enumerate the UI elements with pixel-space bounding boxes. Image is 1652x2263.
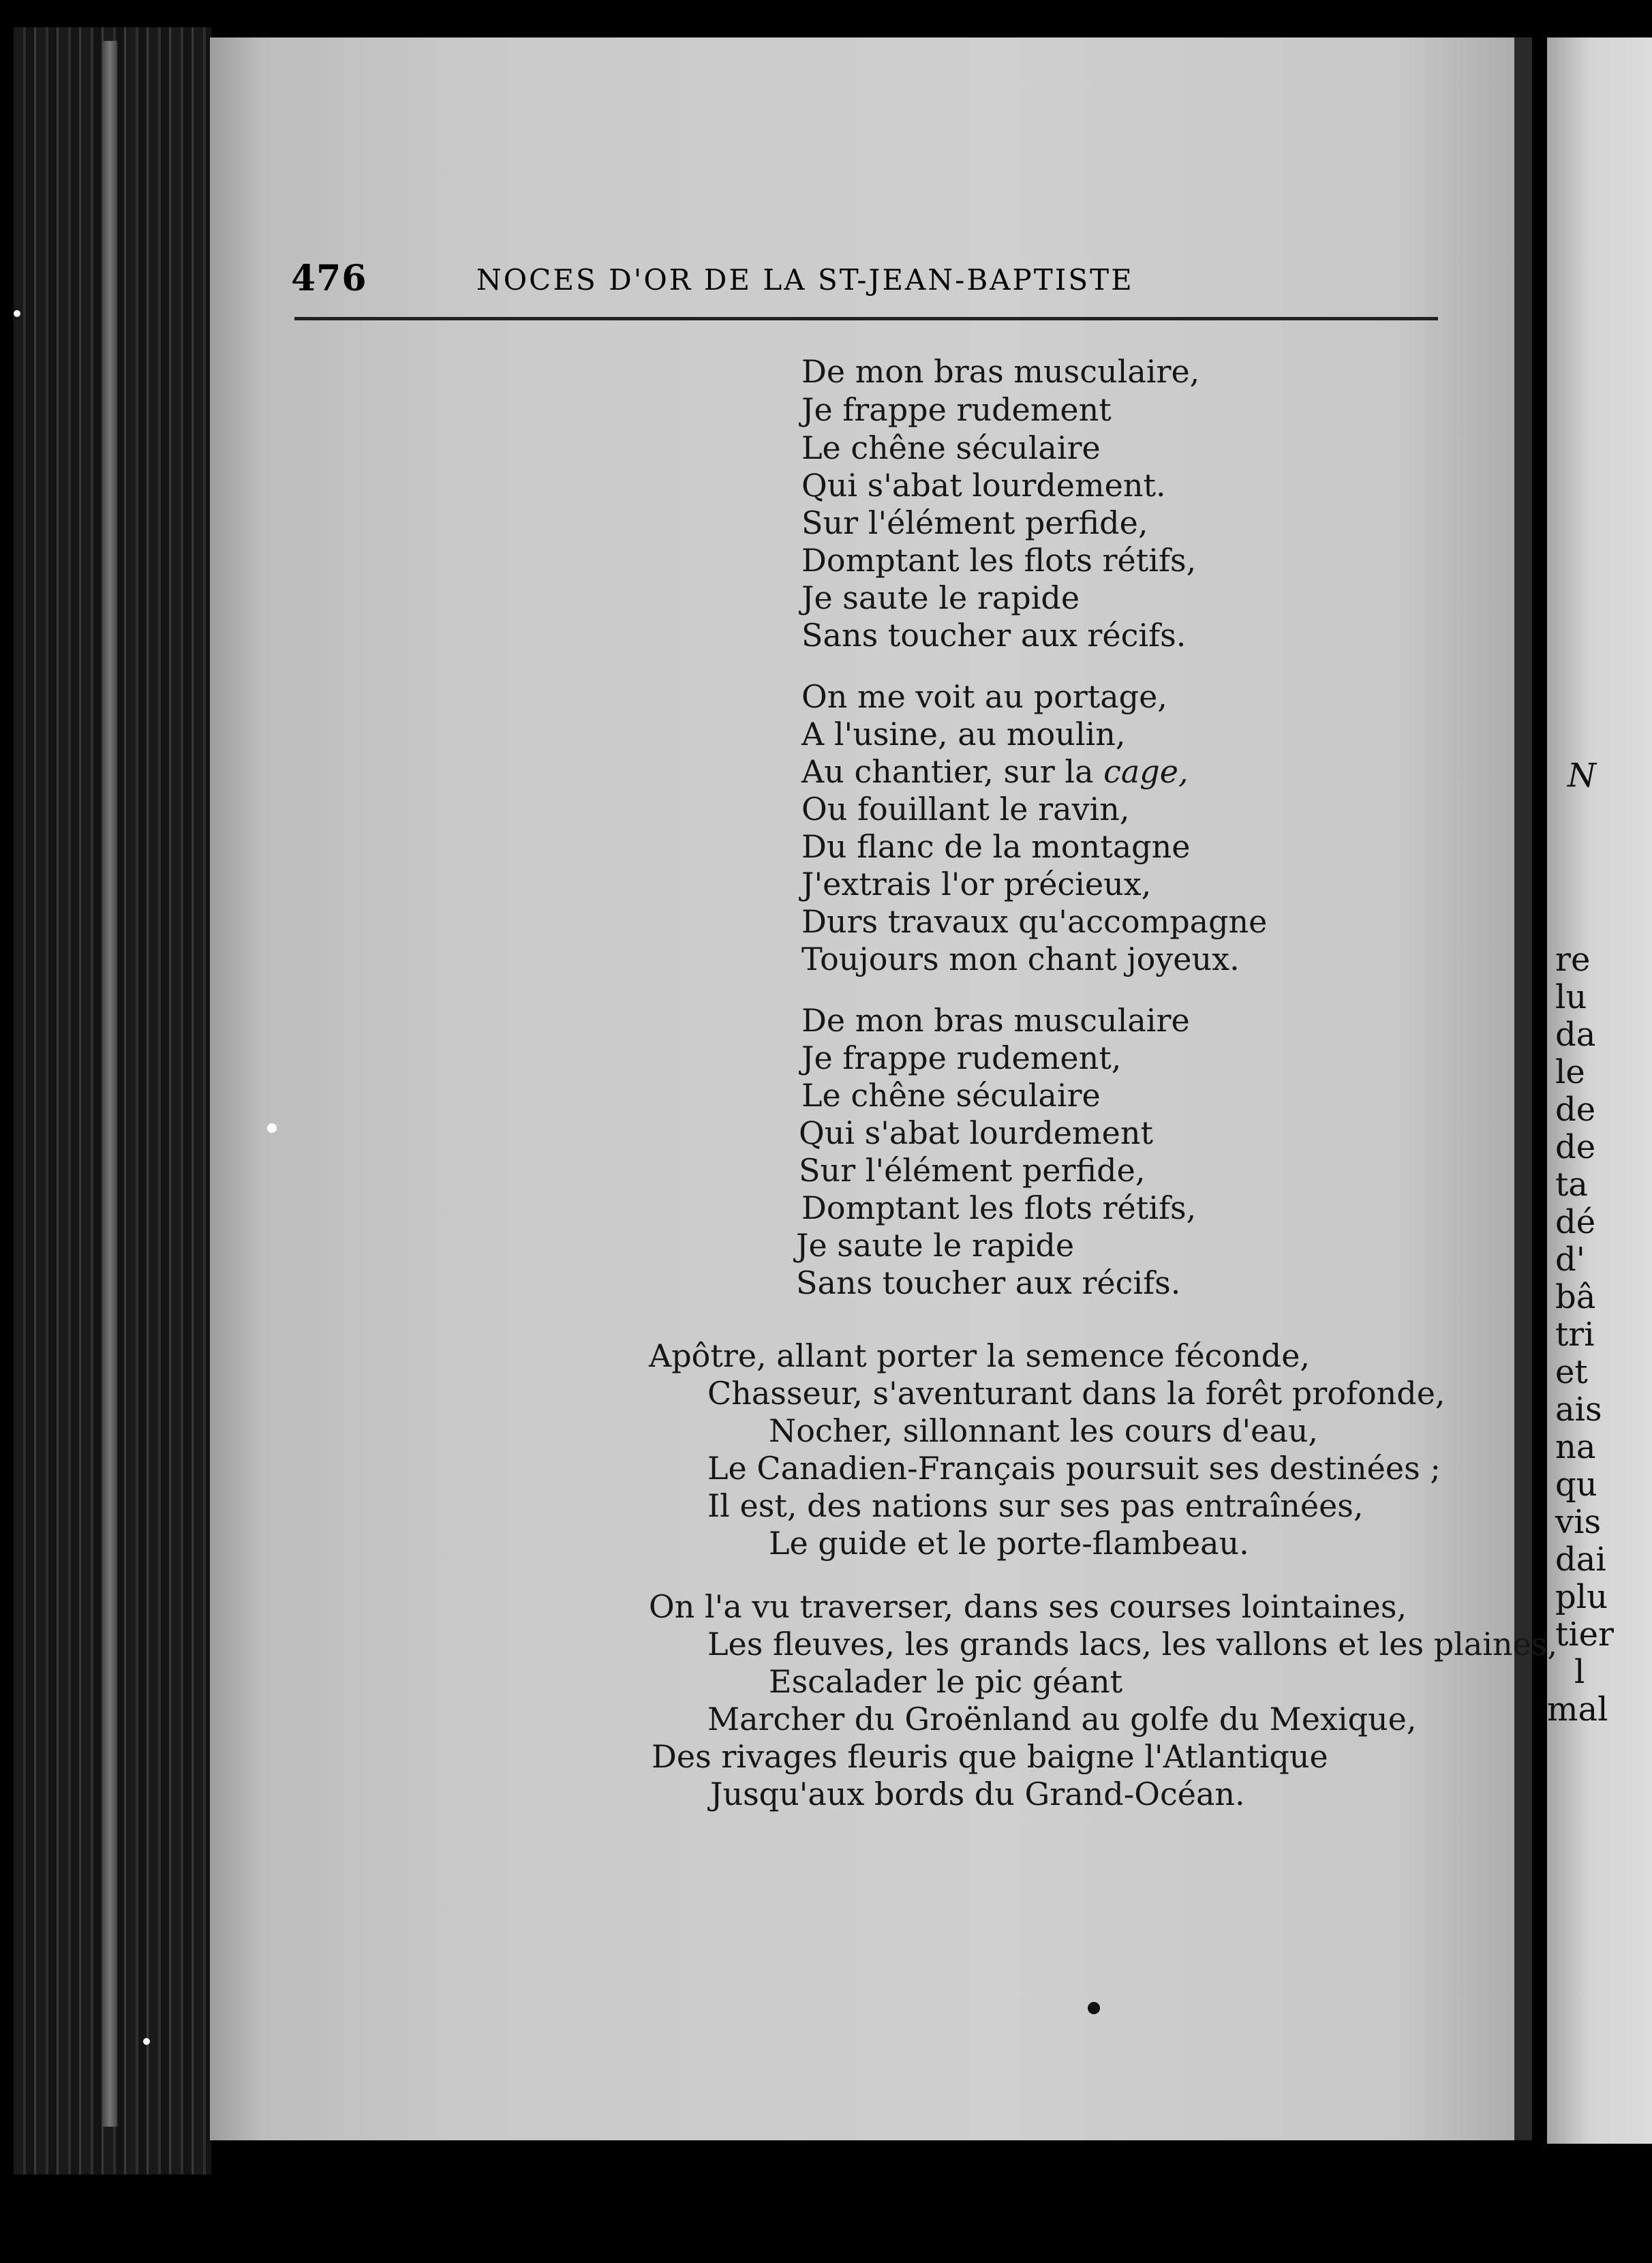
next-page-fragment: ais xyxy=(1555,1391,1602,1429)
next-page-fragment: re xyxy=(1555,941,1591,979)
next-page-slice xyxy=(1547,37,1652,2144)
verse-line: Marcher du Groënland au golfe du Mexique, xyxy=(707,1701,1417,1737)
next-page-fragment: bâ xyxy=(1555,1278,1596,1316)
next-page-fragment: N xyxy=(1567,757,1596,795)
next-page-fragment: de xyxy=(1555,1091,1596,1129)
verse-line-text: Au chantier, sur la xyxy=(801,753,1104,790)
page-number: 476 xyxy=(291,258,367,299)
verse-line: Qui s'abat lourdement xyxy=(799,1114,1153,1151)
scan-speck xyxy=(143,2038,150,2045)
next-page-fragment: qu xyxy=(1555,1465,1597,1504)
verse-line: Chasseur, s'aventurant dans la forêt profonde, xyxy=(707,1375,1446,1412)
verse-line: Il est, des nations sur ses pas entraînées, xyxy=(707,1487,1364,1524)
verse-line: Domptant les flots rétifs, xyxy=(801,542,1197,579)
verse-line: Le Canadien-Français poursuit ses destinées ; xyxy=(707,1450,1441,1487)
page-header xyxy=(291,258,1438,299)
verse-line: Le chêne séculaire xyxy=(801,429,1101,466)
verse-line: Le guide et le porte-flambeau. xyxy=(769,1525,1249,1562)
verse-line: Sans toucher aux récifs. xyxy=(796,1264,1181,1301)
verse-line: De mon bras musculaire, xyxy=(801,353,1200,390)
next-page-fragment: l xyxy=(1574,1653,1585,1691)
scan-speck xyxy=(14,310,20,317)
next-page-fragment: ta xyxy=(1555,1166,1588,1204)
verse-line: On me voit au portage, xyxy=(801,678,1167,715)
verse-line: Apôtre, allant porter la semence féconde, xyxy=(649,1337,1311,1374)
verse-line: Sur l'élément perfide, xyxy=(801,504,1148,541)
verse-line: Sans toucher aux récifs. xyxy=(801,617,1187,654)
verse-line: De mon bras musculaire xyxy=(801,1002,1190,1039)
book-edge-highlight xyxy=(102,41,117,2127)
verse-line: Escalader le pic géant xyxy=(769,1663,1123,1700)
verse-line: Le chêne séculaire xyxy=(801,1077,1101,1114)
next-page-fragment: dai xyxy=(1555,1540,1606,1579)
running-title: NOCES D'OR DE LA ST-JEAN-BAPTISTE xyxy=(476,263,1134,297)
next-page-fragment: le xyxy=(1555,1053,1585,1091)
ink-dot xyxy=(1088,2002,1100,2014)
verse-line: J'extrais l'or précieux, xyxy=(801,866,1152,902)
next-page-fragment: plu xyxy=(1555,1578,1608,1616)
verse-line: Nocher, sillonnant les cours d'eau, xyxy=(769,1412,1319,1449)
next-page-fragment: et xyxy=(1555,1353,1588,1391)
verse-line: Qui s'abat lourdement. xyxy=(801,467,1166,504)
next-page-fragment: d' xyxy=(1555,1241,1585,1279)
next-page-fragment: de xyxy=(1555,1128,1596,1166)
next-page-fragment: vis xyxy=(1555,1503,1602,1541)
verse-line: Jusqu'aux bords du Grand-Océan. xyxy=(710,1776,1245,1812)
next-page-fragment: na xyxy=(1555,1428,1596,1466)
next-page-fragment: mal xyxy=(1547,1690,1608,1729)
verse-line: Ou fouillant le ravin, xyxy=(801,791,1130,827)
verse-line: Des rivages fleuris que baigne l'Atlantique xyxy=(652,1738,1328,1775)
next-page-fragment: lu xyxy=(1555,978,1587,1016)
verse-line: On l'a vu traverser, dans ses courses lointaines, xyxy=(649,1588,1407,1625)
verse-line: Je frappe rudement, xyxy=(801,1039,1122,1076)
verse-line: Les fleuves, les grands lacs, les vallons et les plaines, xyxy=(707,1626,1558,1662)
verse-line xyxy=(801,753,1189,790)
verse-line: Durs travaux qu'accompagne xyxy=(801,903,1268,940)
scan-speck xyxy=(267,1123,277,1133)
verse-line: Du flanc de la montagne xyxy=(801,828,1191,865)
header-rule xyxy=(294,317,1438,320)
next-page-fragment: dé xyxy=(1555,1203,1596,1241)
italic-word: cage, xyxy=(1103,753,1189,790)
verse-line: Je saute le rapide xyxy=(796,1227,1075,1264)
next-page-fragment: da xyxy=(1555,1016,1596,1054)
verse-line: Sur l'élément perfide, xyxy=(799,1152,1146,1189)
verse-line: Je saute le rapide xyxy=(801,579,1080,616)
verse-line: Toujours mon chant joyeux. xyxy=(801,941,1240,977)
page-gutter xyxy=(1514,37,1532,2140)
next-page-fragment: tri xyxy=(1555,1316,1595,1354)
verse-line: Domptant les flots rétifs, xyxy=(801,1189,1197,1226)
verse-line: A l'usine, au moulin, xyxy=(801,716,1126,753)
next-page-fragment: tier xyxy=(1555,1615,1614,1654)
verse-line: Je frappe rudement xyxy=(801,391,1112,428)
